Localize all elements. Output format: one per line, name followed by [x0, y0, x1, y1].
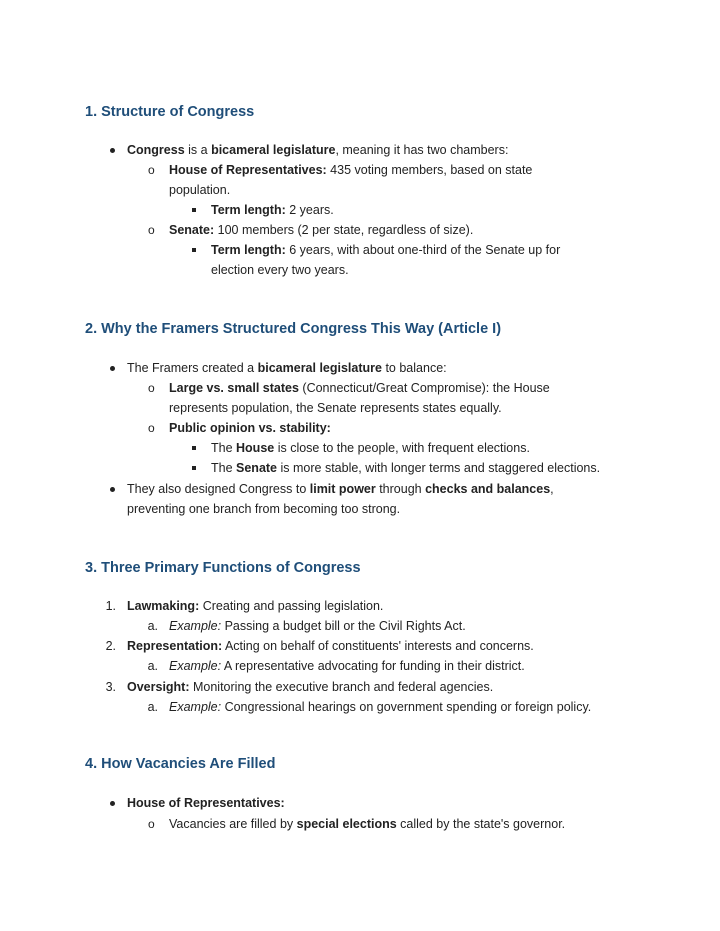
- list-item: House of Representatives: 435 voting members, based on state: [169, 163, 533, 177]
- list-number: 2.: [105, 639, 116, 653]
- list-item: Representation: Acting on behalf of constituents' interests and concerns.: [127, 639, 534, 653]
- bullet-dot: [110, 366, 115, 371]
- section-heading-framers: 2. Why the Framers Structured Congress This Way (Article I): [85, 321, 502, 337]
- list-item: Example: A representative advocating for funding in their district.: [169, 659, 525, 673]
- list-letter: a.: [147, 700, 158, 714]
- list-item: The Senate is more stable, with longer terms and staggered elections.: [211, 461, 601, 475]
- list-item: Vacancies are filled by special elections called by the state's governor.: [169, 817, 566, 831]
- bullet-square: [192, 208, 196, 212]
- list-item: Example: Congressional hearings on government spending or foreign policy.: [169, 700, 592, 714]
- list-item-continuation: population.: [169, 183, 231, 197]
- list-item: Example: Passing a budget bill or the Civil Rights Act.: [169, 619, 466, 633]
- section-heading-vacancies: 4. How Vacancies Are Filled: [85, 756, 276, 772]
- list-letter: a.: [147, 659, 158, 673]
- bullet-circle: o: [148, 421, 155, 435]
- list-item: Large vs. small states (Connecticut/Great Compromise): the House: [169, 381, 550, 395]
- list-item-continuation: preventing one branch from becoming too strong.: [127, 502, 401, 516]
- bullet-dot: [110, 148, 115, 153]
- list-item: The House is close to the people, with frequent elections.: [211, 441, 530, 455]
- list-letter: a.: [147, 619, 158, 633]
- list-item: House of Representatives:: [127, 796, 285, 810]
- list-item: Senate: 100 members (2 per state, regardless of size).: [169, 223, 474, 237]
- list-item-continuation: election every two years.: [211, 263, 349, 277]
- section-heading-functions: 3. Three Primary Functions of Congress: [85, 560, 361, 576]
- list-number: 3.: [105, 680, 116, 694]
- bullet-circle: o: [148, 223, 155, 237]
- list-item: The Framers created a bicameral legislature to balance:: [127, 361, 447, 375]
- list-item-continuation: represents population, the Senate represents states equally.: [169, 401, 502, 415]
- list-item: Congress is a bicameral legislature, meaning it has two chambers:: [127, 143, 509, 157]
- bullet-dot: [110, 487, 115, 492]
- bullet-square: [192, 248, 196, 252]
- bullet-square: [192, 466, 196, 470]
- list-number: 1.: [105, 599, 116, 613]
- bullet-circle: o: [148, 817, 155, 831]
- list-item: Term length: 2 years.: [211, 203, 334, 217]
- bullet-circle: o: [148, 381, 155, 395]
- list-item: Oversight: Monitoring the executive branch and federal agencies.: [127, 680, 494, 694]
- list-item: Lawmaking: Creating and passing legislation.: [127, 599, 384, 613]
- list-item: Term length: 6 years, with about one-third of the Senate up for: [211, 243, 561, 257]
- bullet-circle: o: [148, 163, 155, 177]
- bullet-dot: [110, 801, 115, 806]
- list-item: Public opinion vs. stability:: [169, 421, 331, 435]
- list-item: They also designed Congress to limit power through checks and balances,: [127, 482, 554, 496]
- bullet-square: [192, 446, 196, 450]
- section-heading-structure: 1. Structure of Congress: [85, 104, 255, 120]
